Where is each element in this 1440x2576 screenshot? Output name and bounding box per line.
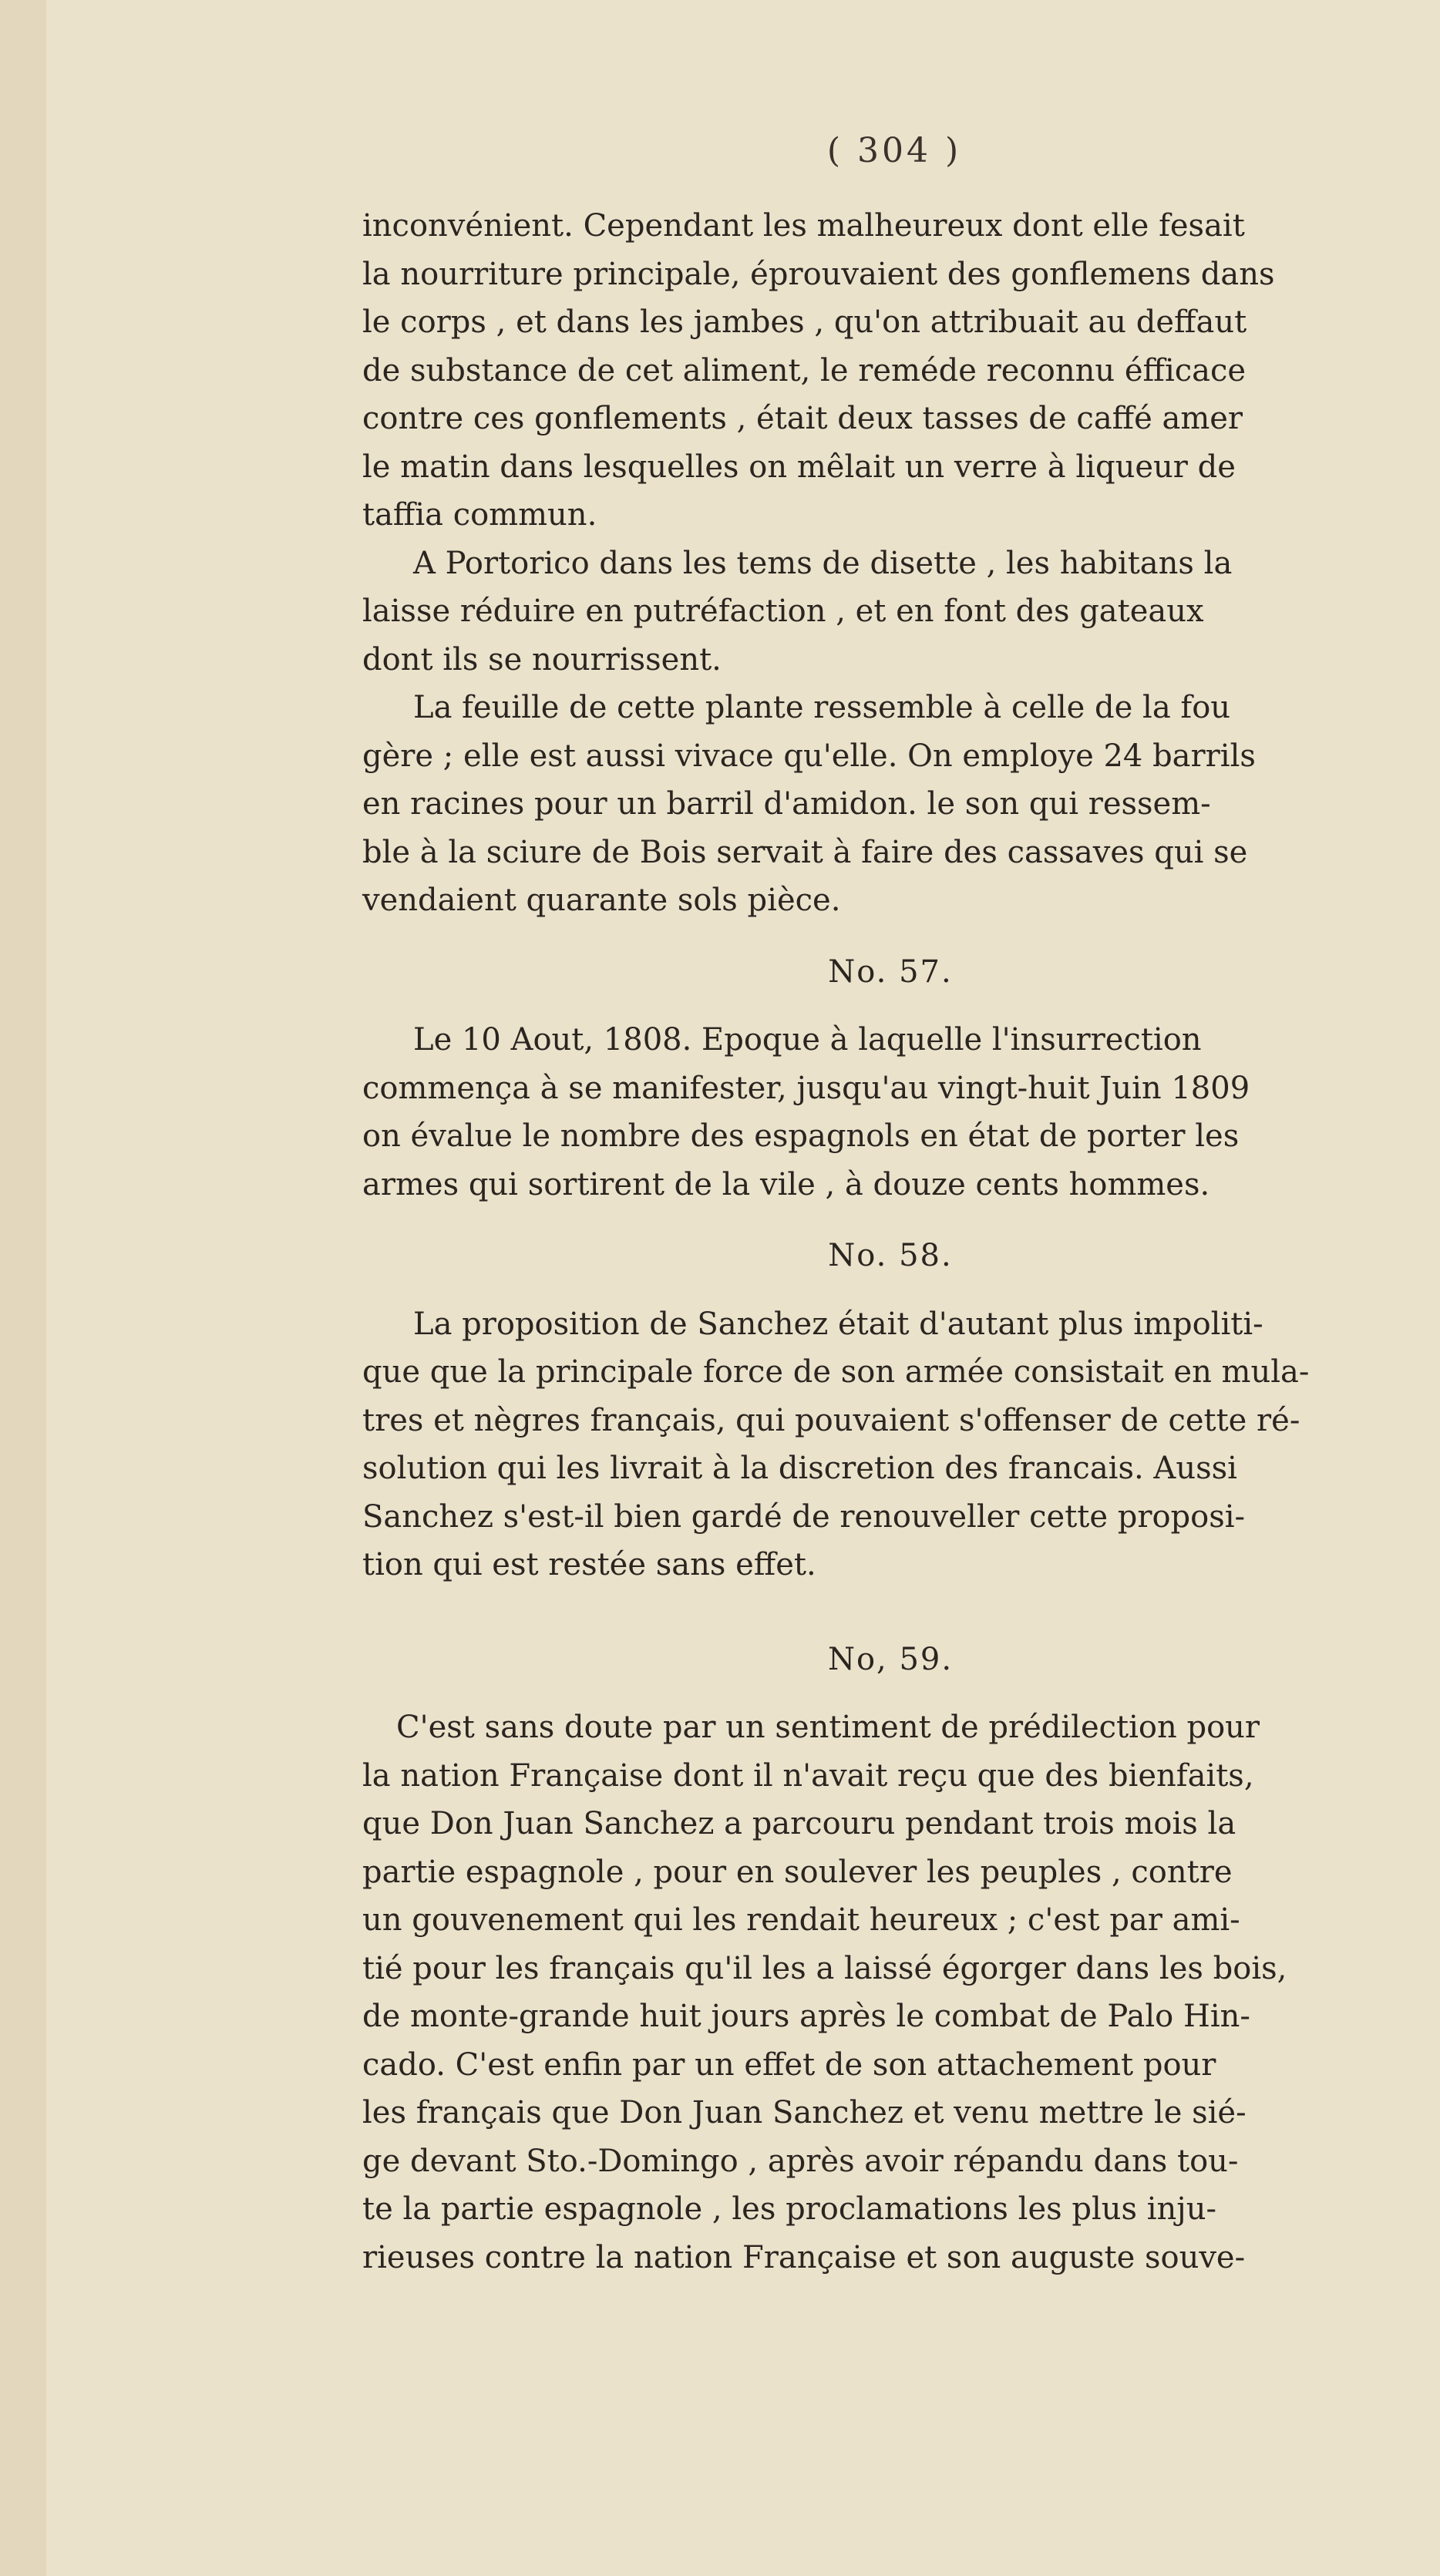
text-line: le matin dans lesquelles on mêlait un verre à liqueur de [362, 449, 1236, 485]
text-line: A Portorico dans les tems de disette , les habitans la [413, 545, 1233, 581]
text-line: armes qui sortirent de la vile , à douze cents hommes. [362, 1166, 1210, 1202]
text-line: dont ils se nourrissent. [362, 641, 722, 678]
page-edge [0, 0, 46, 2576]
text-line: le corps , et dans les jambes , qu'on attribuait au deffaut [362, 304, 1247, 340]
text-line: contre ces gonflements , était deux tasses de caffé amer [362, 401, 1243, 436]
paragraph [362, 540, 1440, 684]
text-line: cado. C'est enfin par un effet de son attachement pour [362, 2046, 1216, 2083]
paragraph [362, 202, 1440, 540]
paragraph [362, 684, 1440, 925]
text-line: Sanchez s'est-il bien gardé de renouveller cette proposi- [362, 1498, 1246, 1535]
text-line: que que la principale force de son armée consistait en mula- [362, 1354, 1310, 1390]
text-line: La feuille de cette plante ressemble à celle de la fou [413, 690, 1231, 725]
text-line: que Don Juan Sanchez a parcouru pendant trois mois la [362, 1806, 1236, 1841]
text-line: la nourriture principale, éprouvaient des gonflemens dans [362, 256, 1275, 292]
text-line: de monte-grande huit jours après le combat de Palo Hin- [362, 1999, 1250, 2034]
text-line: rieuses contre la nation Française et son auguste souve- [362, 2239, 1246, 2275]
text-line: ge devant Sto.-Domingo , après avoir répandu dans tou- [362, 2143, 1239, 2179]
note-heading: No. 57. [828, 953, 953, 990]
text-line: taffia commun. [362, 497, 597, 533]
text-line: la nation Française dont il n'avait reçu que des bienfaits, [362, 1757, 1254, 1794]
text-line: tié pour les français qu'il les a laissé égorger dans les bois, [362, 1950, 1287, 1986]
text-line: laisse réduire en putréfaction , et en font des gateaux [362, 594, 1204, 629]
text-line: gère ; elle est aussi vivace qu'elle. On employe 24 barrils [362, 738, 1256, 774]
note-59-section [362, 1636, 1440, 2282]
intro-section [362, 202, 1440, 925]
text-line: te la partie espagnole , les proclamations les plus inju- [362, 2191, 1216, 2227]
text-line: en racines pour un barril d'amidon. le son qui ressem- [362, 786, 1211, 822]
text-line: un gouvenement qui les rendait heureux ; c'est par ami- [362, 1902, 1240, 1938]
text-line: tion qui est restée sans effet. [362, 1547, 816, 1582]
text-line: inconvénient. Cependant les malheureux dont elle fesait [362, 208, 1245, 244]
paragraph [362, 1703, 1440, 2282]
text-line: les français que Don Juan Sanchez et venu mettre le sié- [362, 2095, 1247, 2130]
paragraph [362, 1300, 1440, 1589]
text-line: La proposition de Sanchez était d'autant plus impoliti- [413, 1306, 1263, 1342]
note-58-section [362, 1232, 1440, 1589]
note-heading: No, 59. [827, 1641, 954, 1677]
text-line: vendaient quarante sols pièce. [362, 883, 841, 918]
paragraph [362, 1016, 1440, 1209]
text-line: Le 10 Aout, 1808. Epoque à laquelle l'insurrection [413, 1022, 1202, 1058]
text-line: C'est sans doute par un sentiment de prédilection pour [396, 1710, 1260, 1745]
page-number: ( 304 ) [826, 131, 962, 170]
text-line: on évalue le nombre des espagnols en état de porter les [362, 1118, 1240, 1154]
text-line: partie espagnole , pour en soulever les peuples , contre [362, 1854, 1233, 1890]
text-line: ble à la sciure de Bois servait à faire des cassaves qui se [362, 834, 1248, 870]
text-line: commença à se manifester, jusqu'au vingt-huit Juin 1809 [362, 1070, 1250, 1106]
text-line: solution qui les livrait à la discretion des francais. Aussi [362, 1451, 1237, 1486]
text-line: tres et nègres français, qui pouvaient s'offenser de cette ré- [362, 1402, 1300, 1438]
page-body [362, 202, 1440, 2282]
note-heading: No. 58. [828, 1238, 953, 1273]
text-line: de substance de cet aliment, le reméde reconnu éfficace [362, 352, 1247, 388]
note-57-section [362, 948, 1440, 1209]
